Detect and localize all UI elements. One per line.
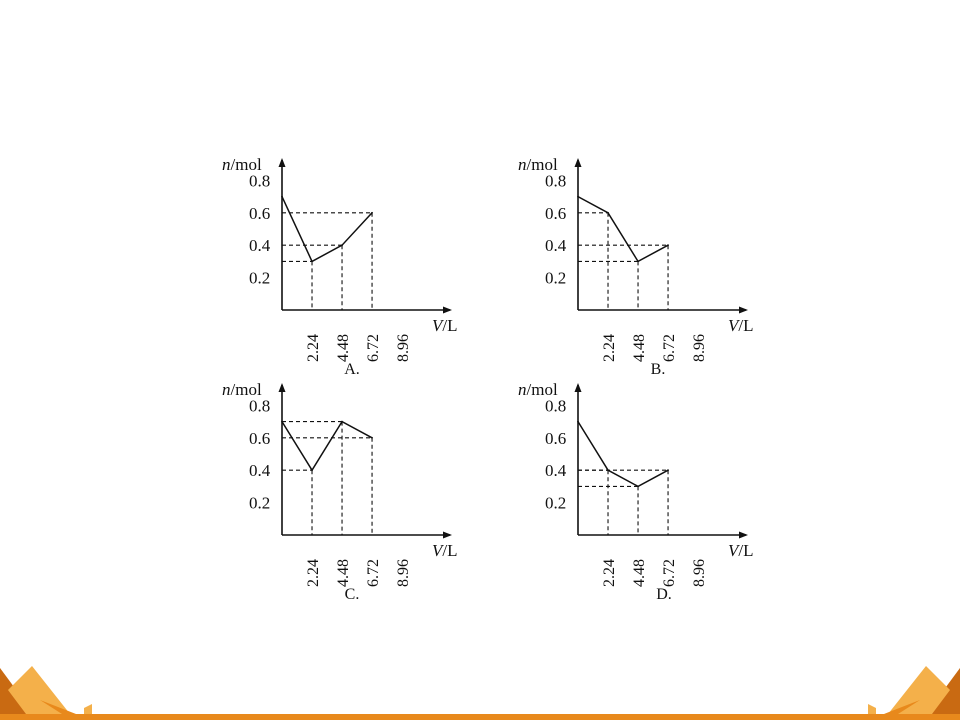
x-axis-label-unit: /L [442, 316, 458, 335]
x-tick-label: 2.24 [305, 334, 323, 362]
data-point [341, 244, 343, 246]
bottom-bar [0, 714, 960, 720]
y-tick-label: 0.2 [249, 493, 271, 513]
y-axis-label-symbol: n [222, 155, 231, 174]
x-tick-label: 2.24 [601, 334, 619, 362]
y-tick-label: 0.8 [545, 396, 567, 416]
x-tick-label: 4.48 [335, 334, 353, 362]
chart-b [518, 155, 754, 378]
series-line [578, 422, 668, 487]
y-tick-label: 0.2 [249, 268, 271, 288]
y-tick-label: 0.8 [249, 396, 271, 416]
y-axis-label-unit: /mol [526, 155, 558, 174]
data-point [577, 421, 579, 423]
y-tick-label: 0.4 [545, 236, 567, 256]
y-tick-label: 0.6 [249, 428, 271, 448]
x-axis-label-symbol: V [432, 316, 443, 335]
y-axis-arrow [279, 158, 286, 167]
y-tick-label: 0.6 [545, 203, 567, 223]
x-tick-label: 2.24 [305, 559, 323, 587]
chart-a [222, 155, 458, 378]
chart-caption: C. [344, 586, 360, 603]
y-axis-label-symbol: n [518, 155, 527, 174]
y-axis-arrow [279, 383, 286, 392]
y-axis-label-symbol: n [222, 380, 231, 399]
x-tick-label: 4.48 [631, 559, 649, 587]
x-tick-label: 8.96 [691, 559, 709, 587]
y-tick-label: 0.6 [545, 428, 567, 448]
chart-c [222, 380, 458, 603]
x-axis-label [728, 316, 754, 335]
x-tick-label: 6.72 [365, 559, 383, 587]
chart-grid [222, 155, 754, 603]
y-tick-label: 0.4 [545, 461, 567, 481]
x-tick-label: 8.96 [395, 334, 413, 362]
y-axis-arrow [575, 383, 582, 392]
data-point [667, 244, 669, 246]
y-axis-arrow [575, 158, 582, 167]
chart-d [518, 380, 754, 603]
slide-decoration [0, 666, 960, 720]
x-tick-label: 6.72 [365, 334, 383, 362]
y-tick-label: 0.2 [545, 493, 567, 513]
y-tick-label: 0.8 [545, 171, 567, 191]
y-tick-label: 0.4 [249, 236, 271, 256]
x-axis-label-unit: /L [442, 541, 458, 560]
y-axis-label-unit: /mol [230, 380, 262, 399]
y-axis-label-unit: /mol [230, 155, 262, 174]
data-point [667, 469, 669, 471]
x-tick-label: 6.72 [661, 559, 679, 587]
y-tick-label: 0.6 [249, 203, 271, 223]
x-tick-label: 8.96 [691, 334, 709, 362]
chart-caption: A. [344, 361, 360, 378]
data-point [637, 261, 639, 263]
chart-caption: D. [656, 586, 672, 603]
x-axis-arrow [443, 532, 452, 539]
data-point [371, 437, 373, 439]
x-tick-label: 4.48 [631, 334, 649, 362]
x-tick-label: 8.96 [395, 559, 413, 587]
x-axis-arrow [739, 532, 748, 539]
x-axis-label-symbol: V [728, 316, 739, 335]
data-point [371, 212, 373, 214]
x-tick-label: 6.72 [661, 334, 679, 362]
series-line [282, 422, 372, 471]
data-point [311, 469, 313, 471]
right-sliver [868, 704, 876, 714]
x-axis-label [728, 541, 754, 560]
x-axis-label-symbol: V [432, 541, 443, 560]
x-tick-label: 4.48 [335, 559, 353, 587]
data-point [637, 486, 639, 488]
data-point [311, 261, 313, 263]
data-point [341, 421, 343, 423]
y-tick-label: 0.8 [249, 171, 271, 191]
left-sliver [84, 704, 92, 714]
x-axis-label-unit: /L [738, 316, 754, 335]
data-point [607, 469, 609, 471]
y-tick-label: 0.4 [249, 461, 271, 481]
x-axis-label [432, 541, 458, 560]
series-line [282, 197, 372, 262]
y-axis-label-symbol: n [518, 380, 527, 399]
data-point [281, 421, 283, 423]
x-axis-label-unit: /L [738, 541, 754, 560]
x-axis-arrow [443, 307, 452, 314]
data-point [281, 196, 283, 198]
y-tick-label: 0.2 [545, 268, 567, 288]
data-point [607, 212, 609, 214]
series-line [578, 197, 668, 262]
x-axis-label-symbol: V [728, 541, 739, 560]
data-point [577, 196, 579, 198]
x-axis-label [432, 316, 458, 335]
x-tick-label: 2.24 [601, 559, 619, 587]
chart-caption: B. [650, 361, 666, 378]
y-axis-label-unit: /mol [526, 380, 558, 399]
x-axis-arrow [739, 307, 748, 314]
